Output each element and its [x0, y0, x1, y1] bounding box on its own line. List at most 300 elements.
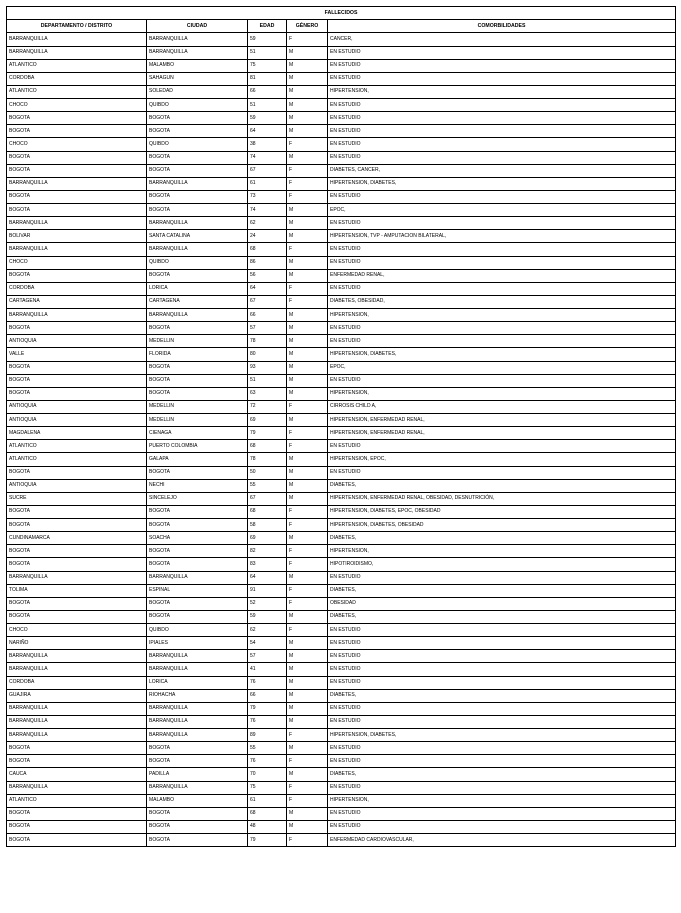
cell-genero: M — [287, 112, 328, 125]
cell-comorbilidades: HIPERTENSION, ENFERMEDAD RENAL, — [328, 414, 676, 427]
deaths-table — [6, 6, 676, 847]
cell-edad: 75 — [248, 59, 287, 72]
cell-ciudad: BOGOTA — [147, 190, 248, 203]
cell-departamento: BARRANQUILLA — [7, 309, 147, 322]
table-row — [7, 33, 676, 46]
cell-edad: 79 — [248, 702, 287, 715]
cell-departamento: ATLANTICO — [7, 440, 147, 453]
cell-comorbilidades: DIABETES, — [328, 532, 676, 545]
cell-comorbilidades: EN ESTUDIO — [328, 624, 676, 637]
cell-ciudad: BOGOTA — [147, 597, 248, 610]
cell-ciudad: BARRANQUILLA — [147, 663, 248, 676]
table-row — [7, 702, 676, 715]
cell-comorbilidades: EN ESTUDIO — [328, 190, 676, 203]
cell-departamento: BARRANQUILLA — [7, 217, 147, 230]
cell-comorbilidades: EN ESTUDIO — [328, 637, 676, 650]
cell-comorbilidades: EN ESTUDIO — [328, 807, 676, 820]
cell-genero: M — [287, 387, 328, 400]
table-row — [7, 46, 676, 59]
table-row — [7, 59, 676, 72]
cell-edad: 58 — [248, 519, 287, 532]
table-row — [7, 269, 676, 282]
cell-departamento: BOGOTA — [7, 361, 147, 374]
table-row — [7, 125, 676, 138]
cell-ciudad: BOGOTA — [147, 545, 248, 558]
cell-ciudad: BARRANQUILLA — [147, 650, 248, 663]
cell-edad: 67 — [248, 295, 287, 308]
cell-ciudad: QUIBDO — [147, 138, 248, 151]
cell-departamento: BARRANQUILLA — [7, 46, 147, 59]
cell-genero: F — [287, 282, 328, 295]
cell-ciudad: BOGOTA — [147, 151, 248, 164]
cell-edad: 66 — [248, 689, 287, 702]
cell-departamento: VALLE — [7, 348, 147, 361]
cell-edad: 91 — [248, 584, 287, 597]
cell-comorbilidades: EN ESTUDIO — [328, 715, 676, 728]
table-row — [7, 637, 676, 650]
table-row — [7, 545, 676, 558]
cell-departamento: BOGOTA — [7, 519, 147, 532]
cell-ciudad: BOGOTA — [147, 807, 248, 820]
cell-ciudad: LORICA — [147, 676, 248, 689]
cell-genero: F — [287, 624, 328, 637]
cell-ciudad: MALAMBO — [147, 59, 248, 72]
cell-genero: M — [287, 269, 328, 282]
title-row — [7, 7, 676, 20]
cell-comorbilidades: OBESIDAD — [328, 597, 676, 610]
cell-edad: 62 — [248, 624, 287, 637]
cell-departamento: BOGOTA — [7, 374, 147, 387]
cell-edad: 80 — [248, 348, 287, 361]
cell-ciudad: BOGOTA — [147, 164, 248, 177]
cell-edad: 38 — [248, 138, 287, 151]
cell-ciudad: SANTA CATALINA — [147, 230, 248, 243]
table-row — [7, 243, 676, 256]
cell-ciudad: NECHI — [147, 479, 248, 492]
cell-departamento: BOGOTA — [7, 151, 147, 164]
cell-edad: 57 — [248, 322, 287, 335]
cell-departamento: BOGOTA — [7, 125, 147, 138]
cell-departamento: BOGOTA — [7, 545, 147, 558]
cell-genero: M — [287, 374, 328, 387]
cell-genero: F — [287, 545, 328, 558]
cell-edad: 61 — [248, 177, 287, 190]
cell-departamento: CAUCA — [7, 768, 147, 781]
cell-departamento: CHOCO — [7, 256, 147, 269]
cell-departamento: BARRANQUILLA — [7, 663, 147, 676]
cell-ciudad: BARRANQUILLA — [147, 729, 248, 742]
cell-genero: F — [287, 834, 328, 847]
cell-genero: F — [287, 519, 328, 532]
cell-comorbilidades: EN ESTUDIO — [328, 256, 676, 269]
cell-edad: 66 — [248, 85, 287, 98]
table-row — [7, 138, 676, 151]
cell-ciudad: BOGOTA — [147, 361, 248, 374]
cell-edad: 76 — [248, 755, 287, 768]
cell-comorbilidades: DIABETES, — [328, 584, 676, 597]
table-row — [7, 151, 676, 164]
table-row — [7, 597, 676, 610]
table-row — [7, 519, 676, 532]
cell-edad: 79 — [248, 834, 287, 847]
table-row — [7, 387, 676, 400]
cell-genero: F — [287, 177, 328, 190]
table-row — [7, 282, 676, 295]
table-row — [7, 492, 676, 505]
table-row — [7, 610, 676, 623]
cell-edad: 72 — [248, 400, 287, 413]
cell-genero: M — [287, 453, 328, 466]
cell-ciudad: BARRANQUILLA — [147, 702, 248, 715]
cell-departamento: BARRANQUILLA — [7, 571, 147, 584]
cell-edad: 68 — [248, 505, 287, 518]
cell-edad: 51 — [248, 46, 287, 59]
cell-ciudad: BOGOTA — [147, 112, 248, 125]
cell-departamento: ATLANTICO — [7, 453, 147, 466]
table-row — [7, 256, 676, 269]
table-row — [7, 807, 676, 820]
cell-ciudad: BARRANQUILLA — [147, 715, 248, 728]
cell-edad: 68 — [248, 243, 287, 256]
cell-genero: M — [287, 663, 328, 676]
table-row — [7, 742, 676, 755]
cell-comorbilidades: EN ESTUDIO — [328, 217, 676, 230]
table-row — [7, 768, 676, 781]
cell-comorbilidades: EN ESTUDIO — [328, 112, 676, 125]
cell-edad: 59 — [248, 610, 287, 623]
table-row — [7, 729, 676, 742]
cell-edad: 55 — [248, 742, 287, 755]
cell-departamento: ATLANTICO — [7, 59, 147, 72]
cell-comorbilidades: EN ESTUDIO — [328, 755, 676, 768]
cell-genero: M — [287, 650, 328, 663]
cell-comorbilidades: DIABETES, OBESIDAD, — [328, 295, 676, 308]
cell-genero: M — [287, 46, 328, 59]
cell-genero: F — [287, 597, 328, 610]
cell-comorbilidades: EN ESTUDIO — [328, 99, 676, 112]
cell-comorbilidades: EN ESTUDIO — [328, 243, 676, 256]
cell-genero: M — [287, 571, 328, 584]
table-row — [7, 834, 676, 847]
cell-departamento: BARRANQUILLA — [7, 33, 147, 46]
cell-comorbilidades: DIABETES, — [328, 610, 676, 623]
cell-edad: 24 — [248, 230, 287, 243]
deaths-sheet — [6, 6, 675, 847]
cell-comorbilidades: EN ESTUDIO — [328, 282, 676, 295]
cell-genero: F — [287, 138, 328, 151]
table-row — [7, 72, 676, 85]
cell-ciudad: BOGOTA — [147, 519, 248, 532]
cell-edad: 76 — [248, 715, 287, 728]
cell-comorbilidades: HIPERTENSION, TVP - AMPUTACION BILATERAL, — [328, 230, 676, 243]
cell-edad: 93 — [248, 361, 287, 374]
cell-genero: M — [287, 676, 328, 689]
cell-ciudad: SOACHA — [147, 532, 248, 545]
cell-edad: 76 — [248, 676, 287, 689]
table-row — [7, 204, 676, 217]
cell-comorbilidades: EN ESTUDIO — [328, 440, 676, 453]
table-row — [7, 781, 676, 794]
cell-ciudad: BARRANQUILLA — [147, 243, 248, 256]
cell-edad: 81 — [248, 72, 287, 85]
cell-comorbilidades: EN ESTUDIO — [328, 59, 676, 72]
cell-genero: F — [287, 400, 328, 413]
cell-ciudad: QUIBDO — [147, 99, 248, 112]
cell-genero: M — [287, 715, 328, 728]
cell-comorbilidades: EN ESTUDIO — [328, 742, 676, 755]
cell-ciudad: BOGOTA — [147, 505, 248, 518]
cell-departamento: MAGDALENA — [7, 427, 147, 440]
cell-comorbilidades: ENFERMEDAD RENAL, — [328, 269, 676, 282]
cell-departamento: BOGOTA — [7, 558, 147, 571]
cell-genero: M — [287, 610, 328, 623]
table-row — [7, 427, 676, 440]
cell-ciudad: BOGOTA — [147, 204, 248, 217]
cell-departamento: BOGOTA — [7, 466, 147, 479]
table-body — [7, 33, 676, 847]
cell-ciudad: PUERTO COLOMBIA — [147, 440, 248, 453]
cell-edad: 59 — [248, 33, 287, 46]
header-comorbilidades: COMORBILIDADES — [328, 20, 676, 33]
table-row — [7, 361, 676, 374]
table-row — [7, 309, 676, 322]
cell-departamento: TOLIMA — [7, 584, 147, 597]
cell-ciudad: BARRANQUILLA — [147, 177, 248, 190]
cell-departamento: SUCRE — [7, 492, 147, 505]
cell-departamento: BARRANQUILLA — [7, 781, 147, 794]
cell-comorbilidades: EN ESTUDIO — [328, 138, 676, 151]
cell-genero: M — [287, 532, 328, 545]
cell-comorbilidades: DIABETES, — [328, 768, 676, 781]
table-row — [7, 348, 676, 361]
cell-genero: F — [287, 427, 328, 440]
cell-edad: 86 — [248, 256, 287, 269]
cell-comorbilidades: EPOC, — [328, 204, 676, 217]
cell-ciudad: CIENAGA — [147, 427, 248, 440]
cell-ciudad: BOGOTA — [147, 374, 248, 387]
cell-comorbilidades: HIPERTENSION, — [328, 794, 676, 807]
cell-edad: 54 — [248, 637, 287, 650]
cell-edad: 82 — [248, 545, 287, 558]
table-row — [7, 295, 676, 308]
cell-departamento: BOGOTA — [7, 755, 147, 768]
table-row — [7, 558, 676, 571]
cell-edad: 50 — [248, 466, 287, 479]
cell-edad: 78 — [248, 453, 287, 466]
cell-genero: M — [287, 59, 328, 72]
table-row — [7, 374, 676, 387]
cell-departamento: ANTIOQUIA — [7, 400, 147, 413]
cell-genero: M — [287, 702, 328, 715]
header-departamento: DEPARTAMENTO / DISTRITO — [7, 20, 147, 33]
cell-ciudad: BOGOTA — [147, 742, 248, 755]
cell-genero: M — [287, 72, 328, 85]
table-row — [7, 177, 676, 190]
cell-comorbilidades: EN ESTUDIO — [328, 46, 676, 59]
cell-edad: 73 — [248, 190, 287, 203]
cell-comorbilidades: HIPERTENSION, EPOC, — [328, 453, 676, 466]
cell-genero: M — [287, 309, 328, 322]
cell-genero: M — [287, 204, 328, 217]
cell-departamento: BOGOTA — [7, 387, 147, 400]
cell-ciudad: SOLEDAD — [147, 85, 248, 98]
cell-comorbilidades: DIABETES, CANCER, — [328, 164, 676, 177]
cell-departamento: BOGOTA — [7, 610, 147, 623]
cell-genero: M — [287, 230, 328, 243]
cell-departamento: CHOCO — [7, 138, 147, 151]
cell-ciudad: BARRANQUILLA — [147, 46, 248, 59]
cell-edad: 74 — [248, 204, 287, 217]
table-row — [7, 112, 676, 125]
cell-comorbilidades: EN ESTUDIO — [328, 663, 676, 676]
cell-genero: M — [287, 99, 328, 112]
header-genero: GÉNERO — [287, 20, 328, 33]
cell-departamento: BARRANQUILLA — [7, 702, 147, 715]
table-row — [7, 164, 676, 177]
header-edad: EDAD — [248, 20, 287, 33]
table-row — [7, 85, 676, 98]
table-row — [7, 532, 676, 545]
cell-genero: M — [287, 85, 328, 98]
cell-comorbilidades: HIPERTENSION, DIABETES, — [328, 348, 676, 361]
cell-edad: 83 — [248, 558, 287, 571]
cell-departamento: GUAJIRA — [7, 689, 147, 702]
cell-genero: M — [287, 256, 328, 269]
cell-ciudad: BOGOTA — [147, 125, 248, 138]
table-row — [7, 479, 676, 492]
cell-edad: 63 — [248, 387, 287, 400]
cell-genero: M — [287, 151, 328, 164]
cell-genero: M — [287, 322, 328, 335]
table-row — [7, 230, 676, 243]
cell-departamento: BARRANQUILLA — [7, 729, 147, 742]
cell-ciudad: BOGOTA — [147, 269, 248, 282]
cell-genero: F — [287, 584, 328, 597]
cell-comorbilidades: HIPERTENSION, DIABETES, — [328, 729, 676, 742]
header-ciudad: CIUDAD — [147, 20, 248, 33]
cell-comorbilidades: EN ESTUDIO — [328, 702, 676, 715]
cell-ciudad: SINCELEJO — [147, 492, 248, 505]
cell-genero: M — [287, 689, 328, 702]
cell-edad: 78 — [248, 335, 287, 348]
cell-edad: 51 — [248, 99, 287, 112]
cell-comorbilidades: HIPERTENSION, DIABETES, EPOC, OBESIDAD — [328, 505, 676, 518]
cell-departamento: BOGOTA — [7, 190, 147, 203]
cell-genero: M — [287, 348, 328, 361]
cell-comorbilidades: HIPERTENSION, DIABETES, — [328, 177, 676, 190]
cell-edad: 89 — [248, 729, 287, 742]
cell-genero: F — [287, 781, 328, 794]
cell-comorbilidades: HIPERTENSION, ENFERMEDAD RENAL, OBESIDAD, DESNUTRICIÓN, — [328, 492, 676, 505]
cell-comorbilidades: CIRROSIS CHILD A, — [328, 400, 676, 413]
table-title: FALLECIDOS — [7, 7, 676, 20]
cell-edad: 67 — [248, 164, 287, 177]
cell-genero: F — [287, 164, 328, 177]
cell-comorbilidades: EN ESTUDIO — [328, 781, 676, 794]
cell-departamento: BARRANQUILLA — [7, 177, 147, 190]
cell-comorbilidades: EN ESTUDIO — [328, 151, 676, 164]
cell-genero: M — [287, 125, 328, 138]
cell-edad: 69 — [248, 414, 287, 427]
cell-comorbilidades: CANCER, — [328, 33, 676, 46]
cell-ciudad: MEDELLIN — [147, 400, 248, 413]
cell-edad: 56 — [248, 269, 287, 282]
cell-genero: M — [287, 361, 328, 374]
cell-comorbilidades: DIABETES, — [328, 479, 676, 492]
cell-genero: F — [287, 243, 328, 256]
cell-comorbilidades: HIPERTENSION, — [328, 85, 676, 98]
cell-comorbilidades: EN ESTUDIO — [328, 322, 676, 335]
table-row — [7, 453, 676, 466]
table-row — [7, 755, 676, 768]
cell-departamento: ANTIOQUIA — [7, 479, 147, 492]
cell-edad: 55 — [248, 479, 287, 492]
cell-comorbilidades: EN ESTUDIO — [328, 650, 676, 663]
cell-genero: F — [287, 505, 328, 518]
cell-genero: F — [287, 440, 328, 453]
cell-ciudad: BOGOTA — [147, 834, 248, 847]
cell-edad: 74 — [248, 151, 287, 164]
cell-comorbilidades: DIABETES, — [328, 689, 676, 702]
cell-genero: F — [287, 190, 328, 203]
cell-edad: 57 — [248, 650, 287, 663]
cell-edad: 75 — [248, 781, 287, 794]
table-row — [7, 689, 676, 702]
table-row — [7, 820, 676, 833]
table-row — [7, 217, 676, 230]
cell-ciudad: MEDELLIN — [147, 414, 248, 427]
cell-departamento: CUNDINAMARCA — [7, 532, 147, 545]
cell-departamento: BARRANQUILLA — [7, 243, 147, 256]
cell-ciudad: CARTAGENA — [147, 295, 248, 308]
cell-comorbilidades: EN ESTUDIO — [328, 125, 676, 138]
cell-comorbilidades: EN ESTUDIO — [328, 335, 676, 348]
table-row — [7, 624, 676, 637]
cell-ciudad: RIOHACHA — [147, 689, 248, 702]
table-row — [7, 335, 676, 348]
cell-edad: 41 — [248, 663, 287, 676]
cell-ciudad: BOGOTA — [147, 387, 248, 400]
table-row — [7, 650, 676, 663]
cell-edad: 62 — [248, 217, 287, 230]
cell-departamento: NARIÑO — [7, 637, 147, 650]
cell-genero: F — [287, 755, 328, 768]
cell-ciudad: FLORIDA — [147, 348, 248, 361]
header-row — [7, 20, 676, 33]
cell-genero: M — [287, 479, 328, 492]
cell-ciudad: BARRANQUILLA — [147, 781, 248, 794]
cell-comorbilidades: ENFERMEDAD CARDIOVASCULAR, — [328, 834, 676, 847]
cell-ciudad: BARRANQUILLA — [147, 217, 248, 230]
cell-ciudad: QUIBDO — [147, 624, 248, 637]
cell-edad: 64 — [248, 282, 287, 295]
cell-ciudad: LORICA — [147, 282, 248, 295]
cell-genero: F — [287, 794, 328, 807]
cell-genero: M — [287, 820, 328, 833]
cell-departamento: BOGOTA — [7, 112, 147, 125]
cell-edad: 70 — [248, 768, 287, 781]
cell-genero: M — [287, 807, 328, 820]
cell-comorbilidades: EN ESTUDIO — [328, 571, 676, 584]
cell-comorbilidades: HIPERTENSION, DIABETES, OBESIDAD — [328, 519, 676, 532]
cell-departamento: CORDOBA — [7, 282, 147, 295]
cell-genero: F — [287, 558, 328, 571]
cell-departamento: BOGOTA — [7, 164, 147, 177]
cell-genero: F — [287, 295, 328, 308]
table-row — [7, 400, 676, 413]
cell-edad: 79 — [248, 427, 287, 440]
cell-departamento: CHOCO — [7, 99, 147, 112]
